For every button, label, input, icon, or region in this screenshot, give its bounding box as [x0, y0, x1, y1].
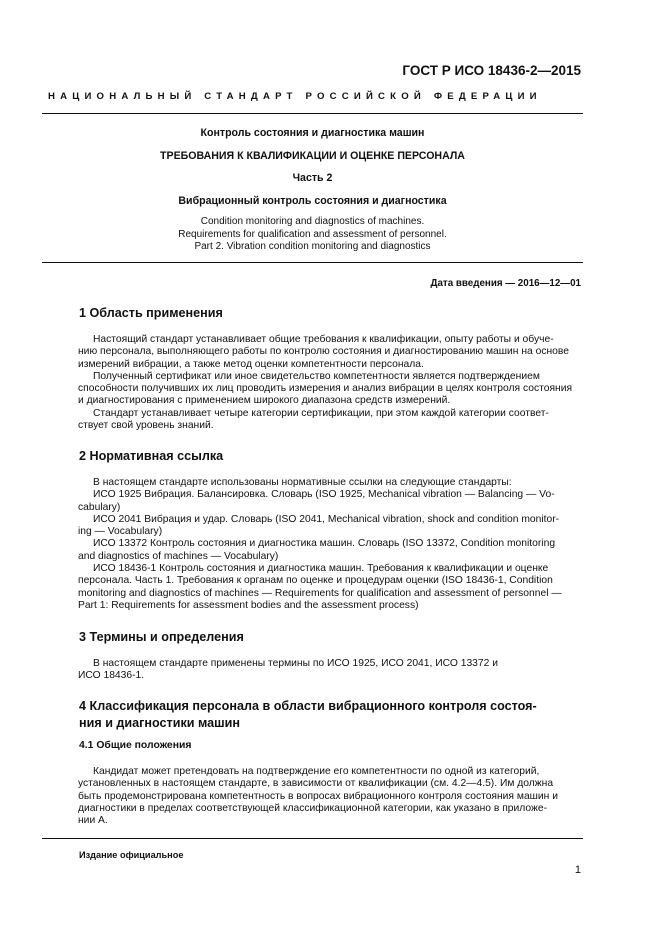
section-1-heading: 1 Область применения: [79, 306, 223, 320]
paragraph-line: нии А.: [78, 815, 108, 827]
paragraph-line: Стандарт устанавливает четыре категории сертификации, при этом каждой категории соответ-: [93, 407, 549, 419]
paragraph-line: персонала. Часть 1. Требования к органам по оценке и процедурам оценки (ISO 18436-1, Condition: [78, 575, 553, 587]
paragraph-line: Кандидат может претендовать на подтверждение его компетентности по одной из категорий,: [93, 766, 540, 777]
section-4-heading: [79, 698, 537, 732]
paragraph-line: ствует свой уровень знаний.: [78, 420, 214, 432]
english-title-line: Condition monitoring and diagnostics of machines.: [200, 216, 425, 227]
paragraph-line: В настоящем стандарте использованы нормативные ссылки на следующие стандарты:: [93, 477, 512, 488]
english-title: [42, 216, 583, 254]
section-3-body: [78, 658, 582, 683]
paragraph-line: способности получивших их лиц проводить измерения и анализ вибрации в целях контроля состояния: [78, 383, 573, 395]
paragraph-line: установленных в настоящем стандарте, в зависимости от квалификации (см. 4.2—4.5). Им должна: [78, 778, 554, 790]
paragraph-line: ИСО 18436-1 Контроль состояния и диагностика машин. Требования к квалификации и оценке: [93, 563, 549, 575]
paragraph-line: ИСО 1925 Вибрация. Балансировка. Словарь (ISO 1925, Mechanical vibration — Balancing — Vo-: [93, 489, 555, 501]
edition-note: Издание официальное: [79, 850, 184, 860]
section-2-body: [78, 477, 582, 612]
paragraph-line: ИСО 13372 Контроль состояния и диагностика машин. Словарь (ISO 13372, Condition monitoring: [93, 538, 556, 550]
paragraph-line: ing — Vocabulary): [78, 526, 163, 538]
page-number: 1: [574, 864, 581, 876]
paragraph-line: cabulary): [78, 501, 121, 513]
section-3-heading: 3 Термины и определения: [79, 630, 244, 644]
english-title-line: Part 2. Vibration condition monitoring and diagnostics: [194, 241, 431, 252]
paragraph-line: В настоящем стандарте применены термины по ИСО 1925, ИСО 2041, ИСО 13372 и: [93, 658, 498, 669]
paragraph-line: измерений вибрации, а также метод оценки компетентности персонала.: [78, 358, 424, 370]
paragraph-line: быть продемонстрирована компетентность в вопросах вибрационного контроля состояния машин и: [78, 790, 558, 802]
paragraph-line: диагностики в пределах соответствующей классификационной категории, как указано в приложе-: [78, 802, 548, 814]
paragraph-line: monitoring and diagnostics of machines — Requirements for qualification and assessment of personnel —: [78, 587, 562, 599]
english-title-line: Requirements for qualification and assessment of personnel.: [178, 228, 447, 240]
paragraph-line: ИСО 2041 Вибрация и удар. Словарь (ISO 2041, Mechanical vibration, shock and condition monitor-: [93, 513, 560, 525]
top-rule: [42, 113, 583, 114]
standard-number: ГОСТ Р ИСО 18436-2—2015: [402, 63, 581, 78]
footer-rule: [42, 838, 583, 839]
paragraph-line: и диагностирования с применением широкого диапазона средств измерений.: [78, 395, 451, 407]
paragraph-line: and diagnostics of machines — Vocabulary): [78, 550, 279, 562]
section-1-body: [78, 334, 582, 432]
title-line-2: ТРЕБОВАНИЯ К КВАЛИФИКАЦИИ И ОЦЕНКЕ ПЕРСОНАЛА: [160, 150, 465, 162]
paragraph-line: Настоящий стандарт устанавливает общие требования к квалификации, опыту работы и обуче-: [93, 334, 554, 345]
paragraph-line: Part 1: Requirements for assessment bodies and the assessment process): [78, 599, 419, 611]
paragraph-line: нию персонала, выполняющего работы по контролю состояния и диагностированию машин на основе: [78, 346, 569, 358]
section-2-heading: 2 Нормативная ссылка: [79, 449, 224, 463]
title-part: Часть 2: [292, 172, 333, 184]
introduction-date: Дата введения — 2016—12—01: [430, 278, 581, 289]
national-standard-banner: НАЦИОНАЛЬНЫЙ СТАНДАРТ РОССИЙСКОЙ ФЕДЕРАЦИИ: [48, 91, 542, 102]
title-subtitle: Вибрационный контроль состояния и диагностика: [178, 195, 447, 207]
paragraph-line: Полученный сертификат или иное свидетельство компетентности является подтверждением: [93, 370, 540, 382]
section-4-heading-line: ния и диагностики машин: [79, 716, 241, 730]
section-4-heading-line: 4 Классификация персонала в области вибрационного контроля состоя-: [79, 699, 537, 713]
subsection-4-1-heading: 4.1 Общие положения: [79, 740, 192, 751]
section-4-body: [78, 766, 582, 827]
title-rule: [42, 262, 583, 263]
title-line-1: Контроль состояния и диагностика машин: [200, 127, 425, 139]
paragraph-line: ИСО 18436-1.: [78, 670, 145, 682]
